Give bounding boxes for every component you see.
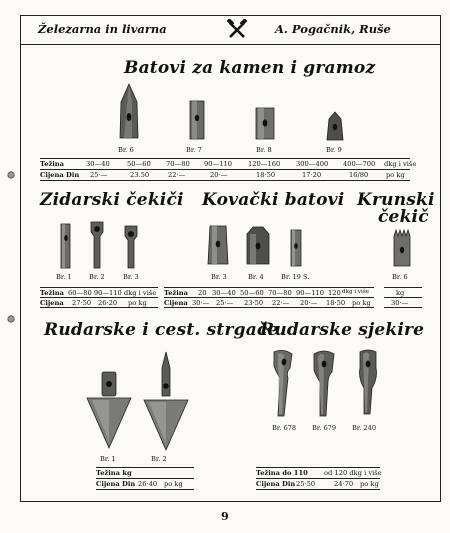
price-unit: po kg bbox=[386, 171, 405, 179]
item-label: Br. 240 bbox=[352, 424, 377, 432]
section-title: Batovi za kamen i gramoz bbox=[124, 58, 376, 78]
item-label: Br. 6 bbox=[118, 146, 134, 154]
item-label: Br. 6 bbox=[392, 273, 408, 281]
table-divider bbox=[40, 297, 158, 298]
weight-row bbox=[40, 160, 420, 169]
item-label: Br. 9 bbox=[326, 146, 342, 154]
table-divider bbox=[96, 467, 194, 468]
stone-hammer-br8 bbox=[252, 105, 278, 143]
stone-hammer-br7 bbox=[186, 98, 208, 144]
weight-cell: 70—80 bbox=[268, 289, 292, 297]
mason-hammer-br1 bbox=[58, 222, 74, 272]
table-divider bbox=[40, 287, 158, 288]
item-label: Br. 3 bbox=[123, 273, 139, 281]
table-divider bbox=[164, 297, 374, 298]
price-unit: po kg bbox=[128, 299, 147, 307]
price-cell: 26·40 bbox=[138, 480, 158, 488]
weight-label: Težina bbox=[40, 160, 64, 168]
weight-cell: 120 bbox=[328, 289, 341, 297]
price-cell: 16/80 bbox=[349, 171, 369, 179]
item-label: Br. 7 bbox=[186, 146, 202, 154]
weight-cell: 90—110 bbox=[204, 160, 232, 168]
price-cell: 30·— bbox=[192, 299, 210, 307]
price-cell: 18·50 bbox=[256, 171, 276, 179]
table-divider bbox=[164, 307, 374, 308]
weight-cell: 120—160 bbox=[248, 160, 281, 168]
item-label: Br. 2 bbox=[89, 273, 105, 281]
table-divider bbox=[164, 287, 374, 288]
section-title: Kovački batovi bbox=[202, 190, 345, 210]
stone-hammer-br6 bbox=[116, 82, 142, 144]
mining-axe-br678 bbox=[268, 348, 298, 420]
stone-hammer-br9 bbox=[324, 110, 346, 144]
mining-scraper-br1 bbox=[84, 370, 134, 452]
weight-cell: od 120 dkg i više bbox=[324, 469, 382, 477]
table-divider bbox=[40, 158, 410, 159]
mining-axe-br679 bbox=[310, 348, 338, 420]
price-cell: 23·50 bbox=[244, 299, 264, 307]
table-divider bbox=[40, 307, 158, 308]
table-divider bbox=[256, 478, 380, 479]
weight-cell: 70—80 bbox=[166, 160, 190, 168]
mining-axe-br240 bbox=[354, 348, 382, 418]
company-name: Železarna in livarna bbox=[38, 22, 167, 36]
price-cell: 25·— bbox=[90, 171, 108, 179]
price-unit: po kg bbox=[164, 480, 183, 488]
price-unit: po kg bbox=[360, 480, 379, 488]
weight-cell: 60—80 90—110 dkg i više bbox=[68, 289, 157, 297]
table-divider bbox=[96, 478, 194, 479]
table-divider bbox=[384, 287, 422, 288]
price-cell: 25·— bbox=[216, 299, 234, 307]
weight-label: Težina do 110 bbox=[256, 469, 308, 477]
weight-row bbox=[96, 469, 206, 478]
weight-unit: dkg i više bbox=[342, 289, 370, 295]
price-row bbox=[40, 171, 420, 180]
binding-hole-icon bbox=[3, 312, 17, 326]
item-label: Br. 19 S. bbox=[281, 273, 310, 281]
weight-row bbox=[256, 469, 406, 478]
item-label: Br. 679 bbox=[312, 424, 337, 432]
section-title: Zidarski čekiči bbox=[40, 190, 184, 210]
price-cell: 25·50 bbox=[296, 480, 316, 488]
owner-name: A. Pogačnik, Ruše bbox=[275, 22, 391, 36]
weight-label: Težina bbox=[164, 289, 188, 297]
bush-hammer-br6 bbox=[391, 228, 413, 268]
item-label: Br. 3 bbox=[211, 273, 227, 281]
weight-cell: 20 bbox=[198, 289, 207, 297]
weight-cell: 50—60 bbox=[240, 289, 264, 297]
weight-label: Težina bbox=[40, 289, 64, 297]
price-unit: po kg bbox=[352, 299, 371, 307]
price-cell: 23.50 bbox=[130, 171, 150, 179]
weight-cell: 90—110 bbox=[296, 289, 324, 297]
price-cell: 17·20 bbox=[302, 171, 322, 179]
price-label: Cijena Din bbox=[96, 480, 136, 488]
price-cell: 27·50 bbox=[72, 299, 92, 307]
weight-cell: 300—400 bbox=[296, 160, 329, 168]
weight-unit: dkg i više bbox=[384, 160, 417, 168]
crossed-hammers-icon bbox=[226, 19, 248, 41]
table-divider bbox=[40, 169, 410, 170]
item-label: Br. 2 bbox=[151, 455, 167, 463]
table-divider bbox=[96, 489, 194, 490]
section-title: Krunski bbox=[357, 190, 435, 210]
price-row bbox=[256, 480, 406, 489]
price-label: Cijena bbox=[40, 299, 64, 307]
table-divider bbox=[256, 489, 380, 490]
unit-cell: kg bbox=[396, 289, 405, 297]
price-cell: 26·20 bbox=[98, 299, 118, 307]
weight-cell: 30—40 bbox=[212, 289, 236, 297]
price-label: Cijena Din bbox=[40, 171, 80, 179]
item-label: Br. 1 bbox=[100, 455, 116, 463]
table-divider bbox=[40, 180, 410, 181]
mason-hammer-br3 bbox=[122, 222, 140, 272]
binding-hole-icon bbox=[3, 168, 17, 182]
item-label: Br. 1 bbox=[56, 273, 72, 281]
section-title-line2: čekič bbox=[378, 207, 429, 227]
table-divider bbox=[256, 467, 380, 468]
forge-hammer-br19s bbox=[289, 228, 303, 268]
forge-hammer-br4 bbox=[244, 224, 272, 268]
weight-cell: 50—60 bbox=[127, 160, 151, 168]
price-row bbox=[96, 480, 206, 489]
table-divider bbox=[384, 297, 422, 298]
section-title: Rudarske i cest. strgače bbox=[44, 320, 279, 340]
price-cell: 22·— bbox=[272, 299, 290, 307]
price-cell: 20·— bbox=[210, 171, 228, 179]
page-number: 9 bbox=[221, 510, 229, 523]
table-divider bbox=[384, 307, 422, 308]
price-cell: 30·— bbox=[391, 299, 409, 307]
price-label: Cijena Din bbox=[256, 480, 296, 488]
weight-cell: 30—40 bbox=[86, 160, 110, 168]
item-label: Br. 4 bbox=[248, 273, 264, 281]
section-title: Rudarske sjekire bbox=[260, 320, 425, 340]
page-header bbox=[20, 15, 441, 45]
item-label: Br. 8 bbox=[256, 146, 272, 154]
price-cell: 18·50 bbox=[326, 299, 346, 307]
price-cell: 24·70 bbox=[334, 480, 354, 488]
item-label: Br. 678 bbox=[272, 424, 297, 432]
mason-hammer-br2 bbox=[88, 218, 106, 272]
price-cell: 20·— bbox=[300, 299, 318, 307]
forge-hammer-br3 bbox=[206, 222, 230, 268]
weight-cell: 400—700 bbox=[343, 160, 376, 168]
price-label: Cijena bbox=[164, 299, 188, 307]
price-cell: 22·— bbox=[168, 171, 186, 179]
weight-label: Težina kg bbox=[96, 469, 132, 477]
mining-scraper-br2 bbox=[142, 350, 190, 452]
